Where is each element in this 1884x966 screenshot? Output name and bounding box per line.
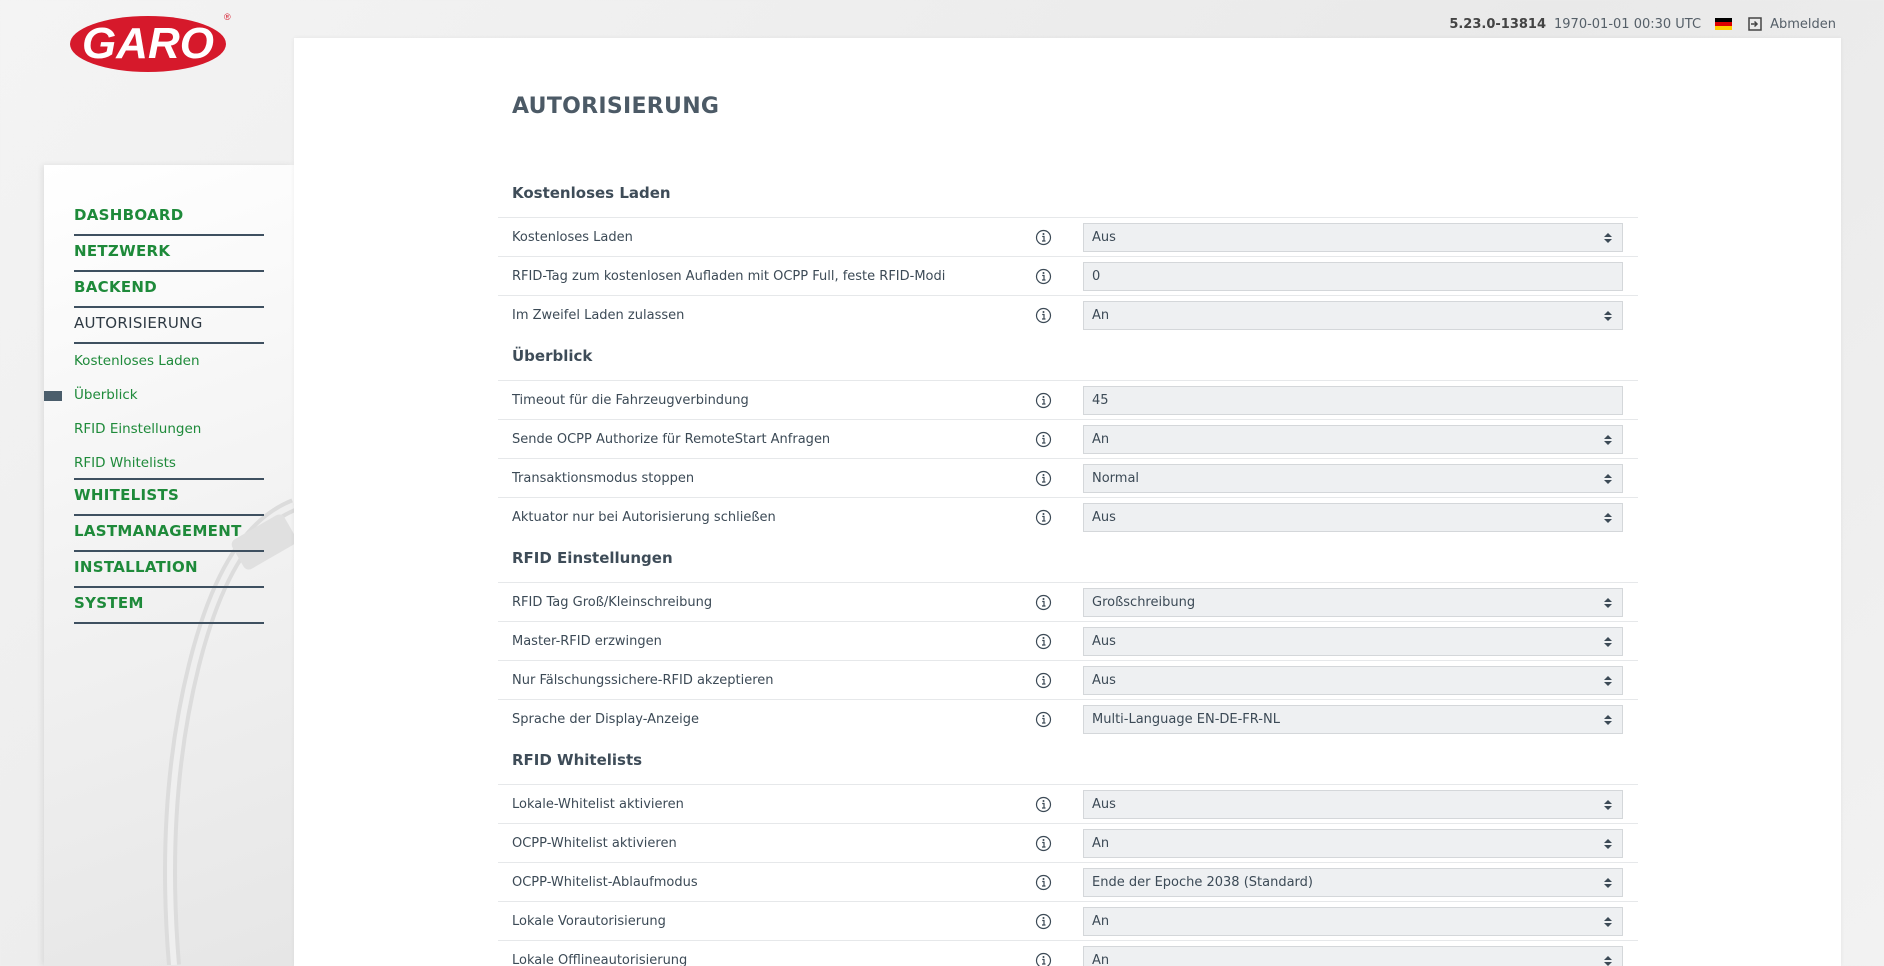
setting-row — [498, 699, 1638, 738]
setting-select[interactable] — [1083, 705, 1623, 734]
setting-row — [498, 582, 1638, 621]
setting-value: 45 — [1092, 393, 1109, 408]
setting-label: OCPP-Whitelist aktivieren — [512, 835, 677, 851]
info-icon[interactable] — [1035, 835, 1052, 852]
section-title: Kostenloses Laden — [512, 184, 671, 202]
setting-label: Sende OCPP Authorize für RemoteStart Anfragen — [512, 431, 831, 447]
setting-select[interactable] — [1083, 946, 1623, 966]
setting-value: 0 — [1092, 269, 1101, 284]
setting-select[interactable] — [1083, 829, 1623, 858]
info-icon[interactable] — [1035, 470, 1052, 487]
sidebar-subitem-ueberblick[interactable]: Überblick — [74, 378, 264, 412]
setting-row — [498, 256, 1638, 295]
info-icon[interactable] — [1035, 392, 1052, 409]
setting-row — [498, 419, 1638, 458]
setting-value: An — [1092, 432, 1110, 447]
info-icon[interactable] — [1035, 509, 1052, 526]
setting-row — [498, 621, 1638, 660]
sort-arrows-icon — [1604, 636, 1612, 648]
info-icon[interactable] — [1035, 229, 1052, 246]
info-icon[interactable] — [1035, 874, 1052, 891]
sort-arrows-icon — [1604, 675, 1612, 687]
sidebar-subitem-kostenloses-laden[interactable]: Kostenloses Laden — [74, 353, 200, 369]
sidebar-subitem-rfid-einstellungen[interactable]: RFID Einstellungen — [74, 421, 202, 437]
sidebar — [44, 165, 294, 966]
setting-select[interactable] — [1083, 425, 1623, 454]
setting-label: Nur Fälschungssichere-RFID akzeptieren — [512, 672, 774, 688]
info-icon[interactable] — [1035, 796, 1052, 813]
setting-row — [498, 660, 1638, 699]
setting-row — [498, 784, 1638, 823]
sort-arrows-icon — [1604, 310, 1612, 322]
sort-arrows-icon — [1604, 473, 1612, 485]
setting-value: Ende der Epoche 2038 (Standard) — [1092, 875, 1313, 890]
sort-arrows-icon — [1604, 597, 1612, 609]
setting-select[interactable] — [1083, 790, 1623, 819]
setting-label: Transaktionsmodus stoppen — [512, 470, 695, 486]
top-bar — [1449, 15, 1836, 33]
setting-label: Timeout für die Fahrzeugverbindung — [512, 392, 749, 408]
setting-label: Lokale Vorautorisierung — [512, 913, 666, 929]
sort-arrows-icon — [1604, 877, 1612, 889]
setting-row — [498, 380, 1638, 419]
datetime: 1970-01-01 00:30 UTC — [1554, 16, 1702, 32]
sidebar-item-dashboard[interactable]: DASHBOARD — [74, 200, 264, 236]
setting-label: Sprache der Display-Anzeige — [512, 711, 699, 727]
setting-input[interactable] — [1083, 262, 1623, 291]
setting-value: Aus — [1092, 634, 1116, 649]
setting-label: RFID Tag Groß/Kleinschreibung — [512, 594, 713, 610]
info-icon[interactable] — [1035, 672, 1052, 689]
setting-label: Im Zweifel Laden zulassen — [512, 307, 685, 323]
setting-value: Aus — [1092, 673, 1116, 688]
setting-value: Aus — [1092, 510, 1116, 525]
setting-row — [498, 217, 1638, 256]
sort-arrows-icon — [1604, 512, 1612, 524]
setting-value: Normal — [1092, 471, 1140, 486]
firmware-version: 5.23.0-13814 — [1449, 16, 1547, 32]
logout-link[interactable]: Abmelden — [1770, 16, 1836, 32]
setting-label: Kostenloses Laden — [512, 229, 633, 245]
sidebar-item-netzwerk[interactable]: NETZWERK — [74, 236, 264, 272]
setting-value: An — [1092, 953, 1110, 966]
setting-label: Lokale-Whitelist aktivieren — [512, 796, 684, 812]
sidebar-item-whitelists[interactable]: WHITELISTS — [74, 480, 264, 516]
setting-select[interactable] — [1083, 907, 1623, 936]
svg-text:®: ® — [224, 12, 231, 22]
setting-label: Lokale Offlineautorisierung — [512, 952, 688, 966]
setting-label: Master-RFID erzwingen — [512, 633, 662, 649]
page-title: AUTORISIERUNG — [512, 94, 720, 119]
setting-label: OCPP-Whitelist-Ablaufmodus — [512, 874, 698, 890]
main-panel — [294, 38, 1841, 966]
section-title: RFID Einstellungen — [512, 549, 673, 567]
setting-value: Aus — [1092, 230, 1116, 245]
sidebar-item-installation[interactable]: INSTALLATION — [74, 552, 264, 588]
setting-value: An — [1092, 308, 1110, 323]
setting-value: Aus — [1092, 797, 1116, 812]
german-flag-icon[interactable] — [1715, 18, 1732, 30]
setting-select[interactable] — [1083, 627, 1623, 656]
info-icon[interactable] — [1035, 913, 1052, 930]
setting-row — [498, 862, 1638, 901]
section-title: RFID Whitelists — [512, 751, 643, 769]
setting-row — [498, 458, 1638, 497]
setting-value: An — [1092, 914, 1110, 929]
setting-label: Aktuator nur bei Autorisierung schließen — [512, 509, 776, 525]
info-icon[interactable] — [1035, 268, 1052, 285]
info-icon[interactable] — [1035, 594, 1052, 611]
sidebar-item-lastmanagement[interactable]: LASTMANAGEMENT — [74, 516, 264, 552]
setting-select[interactable] — [1083, 503, 1623, 532]
setting-select[interactable] — [1083, 588, 1623, 617]
sort-arrows-icon — [1604, 232, 1612, 244]
svg-text:GARO: GARO — [82, 19, 214, 68]
setting-select[interactable] — [1083, 868, 1623, 897]
sort-arrows-icon — [1604, 916, 1612, 928]
sidebar-item-system[interactable]: SYSTEM — [74, 588, 264, 624]
setting-row — [498, 295, 1638, 334]
setting-select[interactable] — [1083, 464, 1623, 493]
sidebar-subitem-rfid-whitelists[interactable]: RFID Whitelists — [74, 446, 264, 480]
info-icon[interactable] — [1035, 952, 1052, 966]
sort-arrows-icon — [1604, 714, 1612, 726]
setting-row — [498, 497, 1638, 536]
setting-label: RFID-Tag zum kostenlosen Aufladen mit OCPP Full, feste RFID-Modi — [512, 268, 946, 284]
setting-input[interactable] — [1083, 386, 1623, 415]
sidebar-item-backend[interactable]: BACKEND — [74, 272, 264, 308]
section-title: Überblick — [512, 347, 593, 365]
setting-value: An — [1092, 836, 1110, 851]
setting-select[interactable] — [1083, 666, 1623, 695]
sort-arrows-icon — [1604, 434, 1612, 446]
sort-arrows-icon — [1604, 838, 1612, 850]
garo-logo — [68, 10, 232, 74]
sort-arrows-icon — [1604, 799, 1612, 811]
setting-row — [498, 940, 1638, 966]
setting-row — [498, 823, 1638, 862]
setting-select[interactable] — [1083, 223, 1623, 252]
setting-row — [498, 901, 1638, 940]
sidebar-item-autorisierung[interactable]: AUTORISIERUNG — [74, 308, 264, 344]
setting-value: Großschreibung — [1092, 595, 1196, 610]
info-icon[interactable] — [1035, 711, 1052, 728]
info-icon[interactable] — [1035, 633, 1052, 650]
info-icon[interactable] — [1035, 307, 1052, 324]
setting-value: Multi-Language EN-DE-FR-NL — [1092, 712, 1280, 727]
sidebar-nav — [74, 200, 264, 624]
logout-icon[interactable] — [1748, 17, 1762, 31]
info-icon[interactable] — [1035, 431, 1052, 448]
sort-arrows-icon — [1604, 955, 1612, 966]
setting-select[interactable] — [1083, 301, 1623, 330]
